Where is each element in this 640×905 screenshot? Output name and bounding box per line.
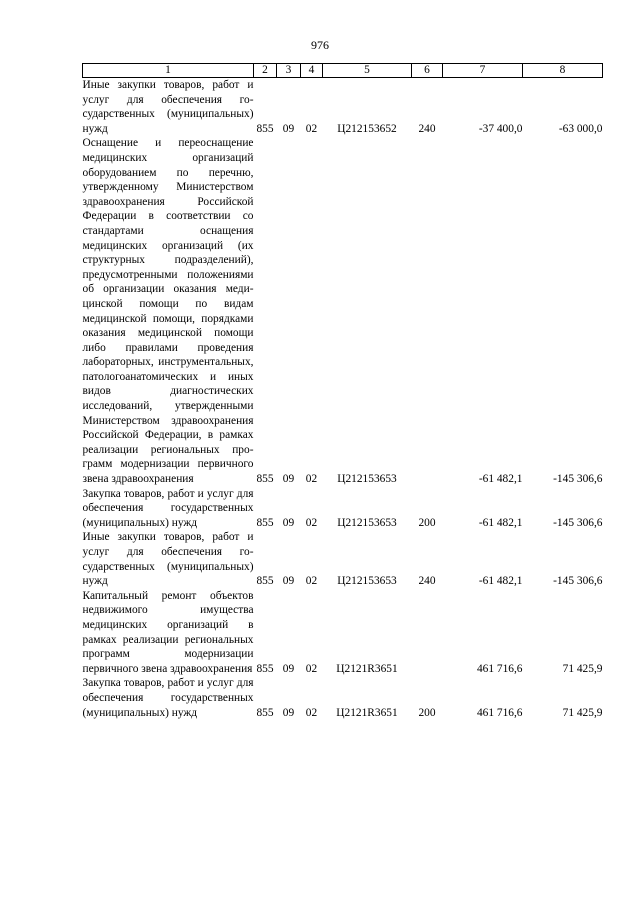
table-row [83, 487, 603, 531]
amount-col8: -63 000,0 [558, 122, 603, 135]
table-row [83, 530, 603, 588]
column-header: 7 [443, 64, 523, 78]
expense-type-code: 240 [418, 575, 436, 588]
table-header-row [83, 64, 603, 78]
section-code: 09 [282, 575, 295, 588]
amount-col7: -61 482,1 [478, 575, 523, 588]
section-code: 09 [282, 516, 295, 529]
row-description: Капитальный ремонт объектов недвижимого имущества медицинских организаций в рамках реализации региональных программ модернизации первичного звена здравоохранения [82, 589, 254, 675]
column-header: 1 [83, 64, 254, 78]
amount-col7: -61 482,1 [478, 516, 523, 529]
section-code: 09 [282, 122, 295, 135]
amount-col8: 71 425,9 [562, 706, 603, 719]
subsection-code: 02 [305, 575, 318, 588]
ministry-code: 855 [256, 473, 274, 486]
amount-col8: -145 306,6 [553, 575, 603, 588]
table-row [83, 676, 603, 720]
column-header: 8 [523, 64, 603, 78]
row-description: Оснащение и переоснащение медицинских организаций оборудованием по перечню, утвержденному Министерством здравоохранения Российской Федерации в соответствии со стандартами оснащения медицинских организаций (их структурных подразделений), предусмотренными положениями об организации оказания медицинской помощи по видам медицинской помощи, порядками оказания медицинской помощи либо правилами проведения лабораторных, инструментальных, патологоанатомических и иных видов диагностических исследований, утвержденными Министерством здравоохранения Российской Федерации, в рамках реализации региональных программ модернизации первичного звена здравоохранения [82, 137, 254, 486]
target-article-code: Ц212153653 [337, 575, 397, 588]
row-description: Закупка товаров, работ и услуг для обеспечения государственных (муниципальных) нужд [82, 677, 254, 719]
amount-col7: -37 400,0 [478, 122, 523, 135]
subsection-code: 02 [305, 473, 318, 486]
section-code: 09 [282, 473, 295, 486]
target-article-code: Ц2121R3651 [336, 706, 398, 719]
expense-type-code [412, 136, 443, 486]
ministry-code: 855 [256, 516, 274, 529]
subsection-code: 02 [305, 122, 318, 135]
column-header: 5 [323, 64, 412, 78]
column-header: 4 [301, 64, 323, 78]
target-article-code: Ц212153653 [337, 473, 397, 486]
ministry-code: 855 [256, 122, 274, 135]
column-header: 3 [277, 64, 301, 78]
subsection-code: 02 [305, 662, 318, 675]
section-code: 09 [282, 662, 295, 675]
table-row [83, 78, 603, 137]
target-article-code: Ц2121R3651 [336, 662, 398, 675]
table-row [83, 589, 603, 677]
amount-col8: 71 425,9 [562, 662, 603, 675]
subsection-code: 02 [305, 706, 318, 719]
row-description: Закупка товаров, работ и услуг для обеспечения государственных (муниципальных) нужд [82, 487, 254, 529]
column-header: 6 [412, 64, 443, 78]
expense-type-code: 200 [418, 516, 436, 529]
section-code: 09 [282, 706, 295, 719]
target-article-code: Ц212153653 [337, 516, 397, 529]
ministry-code: 855 [256, 706, 274, 719]
amount-col8: -145 306,6 [553, 516, 603, 529]
amount-col8: -145 306,6 [553, 473, 603, 486]
subsection-code: 02 [305, 516, 318, 529]
table-row [83, 136, 603, 486]
expense-type-code: 200 [418, 706, 436, 719]
row-description: Иные закупки товаров, работ и услуг для обеспечения государственных (муниципальных) нужд [82, 79, 254, 135]
page-number: 976 [311, 38, 329, 52]
amount-col7: -61 482,1 [478, 473, 523, 486]
amount-col7: 461 716,6 [476, 706, 523, 719]
ministry-code: 855 [256, 575, 274, 588]
row-description: Иные закупки товаров, работ и услуг для обеспечения государственных (муниципальных) нужд [82, 531, 254, 588]
amount-col7: 461 716,6 [476, 662, 523, 675]
budget-table [82, 63, 603, 720]
ministry-code: 855 [256, 662, 274, 675]
expense-type-code [412, 589, 443, 677]
expense-type-code: 240 [418, 122, 436, 135]
column-header: 2 [254, 64, 277, 78]
target-article-code: Ц212153652 [337, 122, 397, 135]
